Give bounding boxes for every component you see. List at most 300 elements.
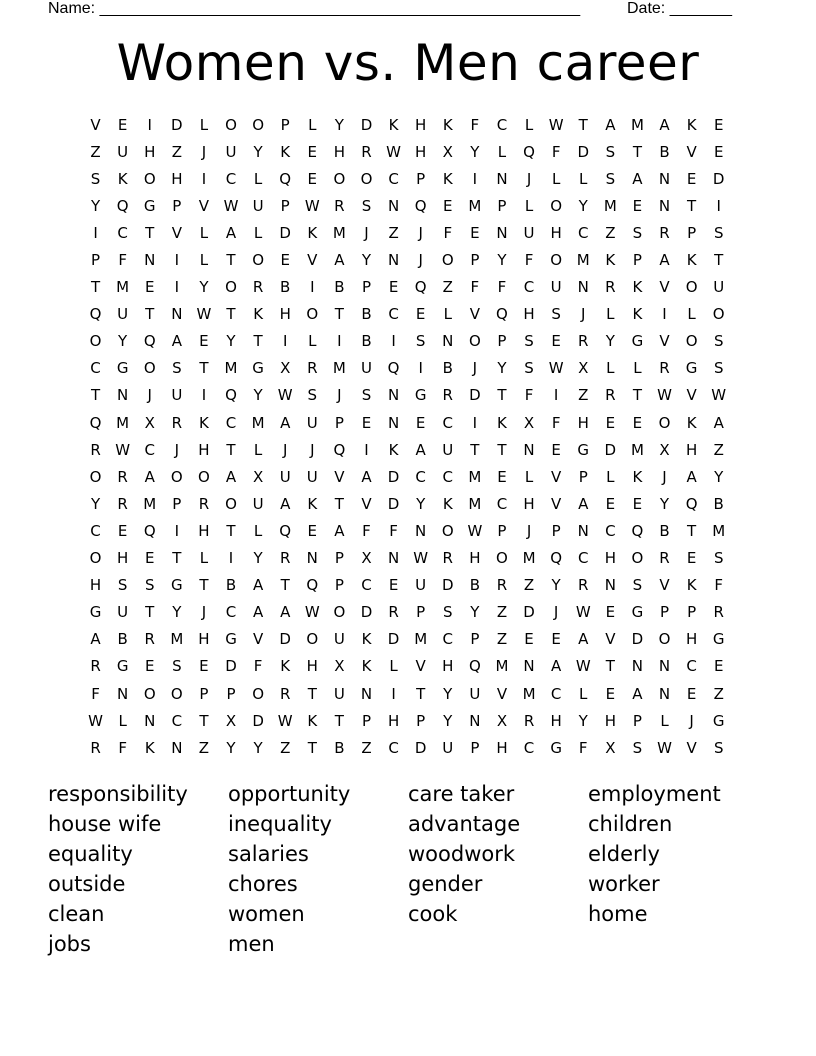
grid-letter: C [442,467,453,486]
word-bank-item: cook [408,902,458,926]
grid-letter: H [279,305,291,324]
grid-letter: E [307,169,318,188]
grid-letter: S [713,223,724,242]
grid-letter: U [442,738,454,757]
grid-letter: X [225,711,237,730]
grid-letter: J [553,603,559,622]
grid-letter: L [606,359,615,378]
grid-letter: M [522,549,536,568]
grid-letter: E [632,494,643,513]
grid-letter: Y [90,196,101,215]
grid-letter: X [361,549,372,568]
grid-letter: E [415,413,426,432]
letter-grid [82,111,732,761]
grid-letter: P [334,549,344,568]
grid-letter: O [225,494,237,513]
grid-letter: T [280,576,290,595]
grid-letter: S [361,386,372,405]
grid-letter: T [470,440,480,459]
grid-letter: O [631,549,644,568]
grid-letter: N [658,196,671,215]
grid-letter: B [713,494,724,513]
grid-letter: C [225,169,237,188]
grid-letter: M [251,413,265,432]
grid-letter: A [280,413,291,432]
grid-letter: U [469,684,481,703]
grid-letter: N [658,657,671,676]
grid-letter: Z [713,440,724,459]
grid-letter: W [115,440,131,459]
grid-letter: H [333,142,346,161]
grid-letter: I [174,521,180,540]
grid-letter: F [524,251,534,270]
grid-letter: E [117,115,128,134]
grid-letter: J [174,440,180,459]
grid-letter: E [144,549,155,568]
grid-letter: N [631,657,644,676]
grid-letter: L [253,169,263,188]
grid-letter: P [470,251,480,270]
grid-letter: O [198,467,210,486]
grid-letter: E [307,142,318,161]
grid-letter: I [174,251,180,270]
grid-letter: G [550,738,562,757]
grid-letter: R [605,386,616,405]
grid-letter: D [631,630,644,649]
grid-letter: T [145,223,155,242]
grid-letter: S [524,332,534,351]
grid-letter: P [416,169,426,188]
grid-letter: R [171,413,183,432]
grid-letter: M [116,413,130,432]
grid-letter: X [442,142,453,161]
grid-letter: E [551,332,561,351]
grid-letter: Q [387,359,400,378]
grid-letter: Y [118,332,128,351]
grid-letter: K [253,305,264,324]
grid-letter: A [713,413,724,432]
grid-letter: O [225,278,237,297]
grid-letter: C [388,305,399,324]
grid-letter: K [686,413,697,432]
grid-letter: L [579,169,588,188]
grid-letter: R [578,576,589,595]
grid-letter: Y [551,576,561,595]
grid-letter: L [606,467,615,486]
grid-letter: T [253,332,263,351]
grid-letter: Z [496,630,508,649]
grid-letter: Q [333,440,346,459]
grid-letter: B [469,576,480,595]
grid-letter: W [575,603,591,622]
word-bank-item: care taker [408,782,515,806]
grid-letter: D [279,223,291,242]
grid-letter: S [443,603,453,622]
grid-letter: W [277,711,293,730]
grid-letter: O [333,603,346,622]
grid-letter: N [604,576,616,595]
grid-letter: U [333,630,345,649]
grid-letter: D [252,711,264,730]
grid-letter: N [387,251,400,270]
grid-letter: T [714,251,724,270]
grid-letter: C [577,223,589,242]
grid-letter: H [604,711,616,730]
grid-letter: A [605,115,616,134]
word-bank-item: worker [588,872,660,896]
grid-letter: M [143,494,157,513]
grid-letter: U [306,413,318,432]
grid-letter: O [143,169,156,188]
grid-letter: M [630,440,644,459]
grid-letter: R [442,549,453,568]
grid-letter: B [225,576,237,595]
grid-letter: J [364,223,369,242]
grid-letter: Q [414,196,427,215]
grid-letter: D [469,386,481,405]
grid-letter: R [252,278,264,297]
grid-letter: O [333,169,346,188]
word-bank-item: house wife [48,812,162,836]
grid-letter: G [712,630,725,649]
grid-letter: C [225,413,237,432]
grid-letter: R [307,359,318,378]
grid-letter: Y [253,386,263,405]
grid-letter: J [526,521,532,540]
grid-letter: P [497,521,507,540]
grid-letter: B [280,278,291,297]
grid-letter: F [497,278,507,297]
grid-letter: Z [523,576,535,595]
word-bank-item: salaries [228,842,309,866]
grid-letter: O [360,169,373,188]
grid-letter: A [171,332,182,351]
grid-letter: P [334,413,344,432]
grid-letter: B [117,630,128,649]
grid-letter: R [144,630,155,649]
grid-letter: P [172,196,182,215]
grid-letter: T [90,386,101,405]
grid-letter: K [388,440,399,459]
grid-letter: A [632,684,643,703]
grid-letter: I [716,196,721,215]
grid-letter: T [226,305,236,324]
grid-letter: Y [443,711,453,730]
grid-letter: R [361,142,372,161]
grid-letter: Z [388,223,399,242]
grid-letter: R [659,359,670,378]
grid-letter: E [199,332,209,351]
grid-letter: L [253,440,263,459]
grid-letter: E [551,630,561,649]
grid-letter: X [578,359,589,378]
grid-letter: R [90,440,101,459]
grid-letter: U [117,603,129,622]
grid-letter: M [468,494,482,513]
grid-letter: C [496,494,508,513]
word-bank-item: inequality [228,812,332,836]
grid-letter: S [551,305,561,324]
grid-letter: V [551,467,562,486]
grid-letter: O [550,196,563,215]
grid-letter: Q [306,576,319,595]
grid-letter: G [116,657,129,676]
grid-letter: R [117,467,128,486]
grid-letter: S [713,332,724,351]
grid-letter: B [659,142,670,161]
grid-letter: Q [468,657,481,676]
word-bank-item: employment [588,782,721,806]
grid-letter: I [364,440,369,459]
grid-letter: E [415,305,426,324]
grid-letter: T [172,549,182,568]
grid-letter: A [659,251,670,270]
word-bank-item: opportunity [228,782,351,806]
grid-letter: K [307,494,318,513]
grid-letter: H [523,494,535,513]
grid-letter: H [442,657,454,676]
grid-letter: F [91,684,100,703]
grid-letter: V [686,386,697,405]
grid-letter: D [523,603,535,622]
word-bank-item: men [228,932,275,956]
word-bank [48,779,768,959]
grid-letter: A [578,630,589,649]
grid-letter: O [658,630,671,649]
grid-letter: B [442,359,453,378]
grid-letter: E [605,413,616,432]
grid-letter: V [415,657,426,676]
grid-letter: T [605,657,615,676]
grid-letter: O [143,359,156,378]
grid-letter: T [199,711,209,730]
grid-letter: K [497,413,507,432]
grid-letter: R [659,549,670,568]
grid-letter: E [632,196,643,215]
grid-letter: K [442,115,453,134]
grid-letter: R [496,576,508,595]
grid-letter: R [388,603,399,622]
grid-letter: P [416,711,426,730]
grid-letter: F [470,278,480,297]
grid-letter: I [418,359,423,378]
grid-letter: K [361,657,372,676]
grid-letter: L [497,142,507,161]
grid-letter: E [524,630,534,649]
grid-letter: O [685,278,698,297]
grid-letter: U [550,278,562,297]
grid-letter: N [442,332,454,351]
grid-letter: U [713,278,725,297]
grid-letter: C [442,413,453,432]
word-bank-item: responsibility [48,782,188,806]
grid-letter: Y [497,359,507,378]
grid-letter: N [387,549,400,568]
grid-letter: P [551,521,561,540]
grid-letter: E [144,657,155,676]
grid-letter: R [117,494,128,513]
grid-letter: L [687,305,696,324]
grid-letter: M [332,223,346,242]
grid-letter: H [387,711,400,730]
grid-letter: Q [143,521,156,540]
grid-letter: Q [116,196,129,215]
grid-letter: L [443,305,452,324]
grid-letter: C [225,603,237,622]
grid-letter: Q [279,169,292,188]
grid-letter: A [90,630,101,649]
grid-letter: M [576,251,590,270]
grid-letter: O [170,684,183,703]
grid-letter: Q [143,332,156,351]
grid-letter: S [524,359,534,378]
grid-letter: R [659,223,670,242]
grid-letter: J [581,305,586,324]
grid-letter: A [334,521,345,540]
grid-letter: P [497,196,507,215]
grid-letter: V [307,251,318,270]
grid-letter: F [362,521,371,540]
grid-letter: C [577,549,589,568]
grid-letter: O [441,521,454,540]
grid-letter: F [470,115,480,134]
grid-letter: K [632,305,643,324]
grid-letter: G [414,386,427,405]
grid-letter: W [88,711,103,730]
grid-letter: N [523,440,535,459]
grid-letter: Z [90,142,101,161]
grid-letter: E [470,223,480,242]
grid-letter: L [524,115,534,134]
grid-letter: Y [443,684,453,703]
grid-letter: Y [578,711,588,730]
grid-letter: L [253,223,263,242]
grid-letter: C [144,440,155,459]
grid-letter: Y [578,196,588,215]
grid-letter: I [391,332,396,351]
grid-letter: F [253,657,263,676]
grid-letter: H [198,630,210,649]
grid-letter: M [712,521,726,540]
grid-letter: Z [496,603,508,622]
word-bank-item: jobs [48,932,91,956]
grid-letter: U [360,359,372,378]
grid-letter: E [388,576,399,595]
grid-letter: O [306,630,319,649]
grid-letter: G [252,359,264,378]
grid-letter: F [551,142,561,161]
grid-letter: E [632,413,643,432]
grid-letter: O [89,332,102,351]
grid-letter: U [279,467,291,486]
grid-letter: J [472,359,478,378]
grid-letter: V [686,142,697,161]
grid-letter: I [337,332,342,351]
grid-letter: N [496,223,508,242]
grid-letter: B [361,305,372,324]
grid-letter: R [279,549,291,568]
grid-letter: V [659,278,670,297]
grid-letter: S [605,142,616,161]
grid-letter: P [470,630,480,649]
grid-letter: N [171,305,183,324]
grid-letter: Q [496,305,508,324]
grid-letter: C [117,223,128,242]
grid-letter: S [144,576,155,595]
grid-letter: P [497,332,507,351]
grid-letter: C [496,115,508,134]
page-title: Women vs. Men career [116,34,700,92]
grid-letter: G [116,359,129,378]
grid-letter: Q [225,386,237,405]
grid-letter: S [632,223,643,242]
grid-letter: Y [659,494,670,513]
grid-letter: D [360,603,373,622]
grid-letter: U [252,196,264,215]
grid-letter: X [252,467,264,486]
grid-letter: M [332,359,346,378]
grid-letter: J [689,711,694,730]
word-bank-item: outside [48,872,126,896]
grid-letter: Y [226,332,236,351]
grid-letter: W [548,115,564,134]
grid-letter: E [117,521,128,540]
grid-letter: L [118,711,127,730]
grid-letter: K [117,169,128,188]
grid-letter: E [280,251,290,270]
grid-letter: A [144,467,155,486]
grid-letter: T [416,684,426,703]
grid-letter: N [360,684,373,703]
grid-letter: V [90,115,101,134]
grid-letter: F [578,738,588,757]
grid-letter: O [658,413,671,432]
grid-letter: F [443,223,453,242]
grid-letter: X [280,359,291,378]
grid-letter: P [361,278,371,297]
grid-letter: N [117,386,129,405]
grid-letter: H [144,142,156,161]
grid-letter: S [713,359,724,378]
grid-letter: J [201,142,207,161]
grid-letter: H [685,630,698,649]
grid-letter: G [631,603,644,622]
grid-letter: X [659,440,670,459]
grid-letter: W [223,196,239,215]
grid-letter: L [579,684,588,703]
grid-letter: R [90,657,101,676]
grid-letter: O [225,115,237,134]
grid-letter: C [361,576,372,595]
grid-letter: R [198,494,210,513]
grid-letter: N [577,521,589,540]
grid-letter: A [225,467,237,486]
grid-letter: X [334,657,345,676]
grid-letter: A [334,251,345,270]
grid-letter: U [523,223,535,242]
grid-letter: W [548,359,564,378]
grid-letter: J [418,251,423,270]
grid-letter: Q [523,142,535,161]
grid-letter: W [657,738,672,757]
grid-letter: D [712,169,725,188]
grid-letter: S [632,576,643,595]
grid-letter: L [524,467,534,486]
grid-letter: T [578,115,588,134]
grid-letter: S [713,549,724,568]
grid-letter: H [577,413,589,432]
grid-letter: O [252,684,265,703]
